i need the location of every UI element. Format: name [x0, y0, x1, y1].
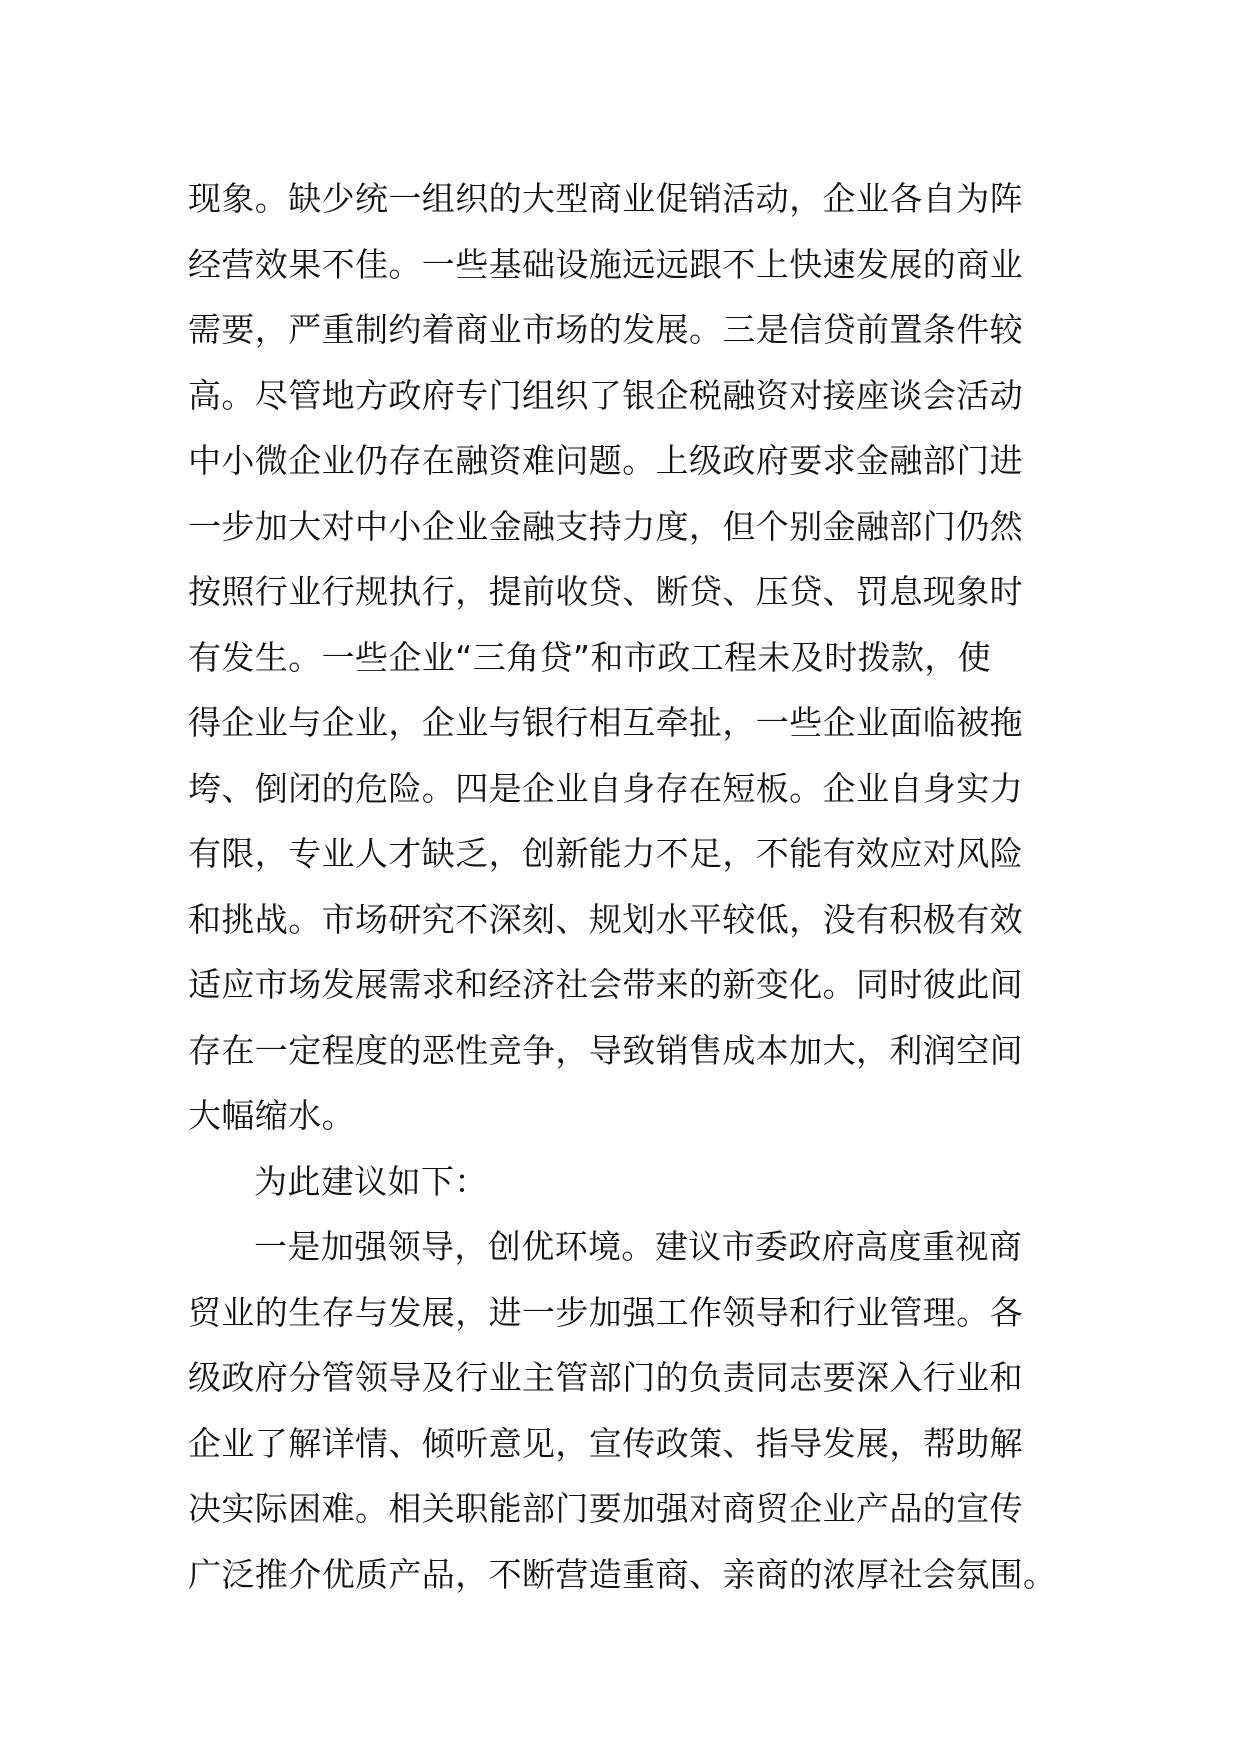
text-line: 按照行业行规执行，提前收贷、断贷、压贷、罚息现象时	[188, 572, 1023, 611]
body-text	[188, 166, 1068, 1607]
text-line: 决实际困难。相关职能部门要加强对商贸企业产品的宣传	[188, 1489, 1023, 1528]
text-line: 贸业的生存与发展，进一步加强工作领导和行业管理。各	[188, 1292, 1023, 1332]
text-line: 广泛推介优质产品，不断营造重商、亲商的浓厚社会氛围。	[188, 1554, 1057, 1594]
text-line: 垮、倒闭的危险。四是企业自身存在短板。企业自身实力	[188, 768, 1023, 808]
text-line: 有限，专业人才缺乏，创新能力不足，不能有效应对风险	[188, 834, 1023, 873]
text-line: 需要，严重制约着商业市场的发展。三是信贷前置条件较	[188, 310, 1023, 349]
text-line: 高。尽管地方政府专门组织了银企税融资对接座谈会活动	[188, 375, 1023, 415]
text-line: 一是加强领导，创优环境。建议市委政府高度重视商	[254, 1227, 1023, 1266]
text-line: 现象。缺少统一组织的大型商业促销活动，企业各自为阵	[188, 179, 1023, 218]
text-line: 存在一定程度的恶性竞争，导致销售成本加大，利润空间	[188, 1030, 1023, 1070]
text-line: 大幅缩水。	[188, 1096, 355, 1135]
text-line: 得企业与企业，企业与银行相互牵扯，一些企业面临被拖	[188, 703, 1023, 742]
text-line: 和挑战。市场研究不深刻、规划水平较低，没有积极有效	[188, 899, 1023, 939]
text-line: 经营效果不佳。一些基础设施远远跟不上快速发展的商业	[188, 244, 1023, 284]
paragraph-heading-line: 为此建议如下：	[254, 1161, 488, 1201]
text-line: 企业了解详情、倾听意见，宣传政策、指导发展，帮助解	[188, 1423, 1023, 1463]
text-line: 级政府分管领导及行业主管部门的负责同志要深入行业和	[188, 1358, 1023, 1397]
text-line: 适应市场发展需求和经济社会带来的新变化。同时彼此间	[188, 965, 1023, 1004]
text-line: 有发生。一些企业“三角贷”和市政工程未及时拨款，使	[188, 637, 992, 677]
text-line: 一步加大对中小企业金融支持力度，但个别金融部门仍然	[188, 506, 1023, 546]
text-line: 中小微企业仍存在融资难问题。上级政府要求金融部门进	[188, 441, 1023, 480]
